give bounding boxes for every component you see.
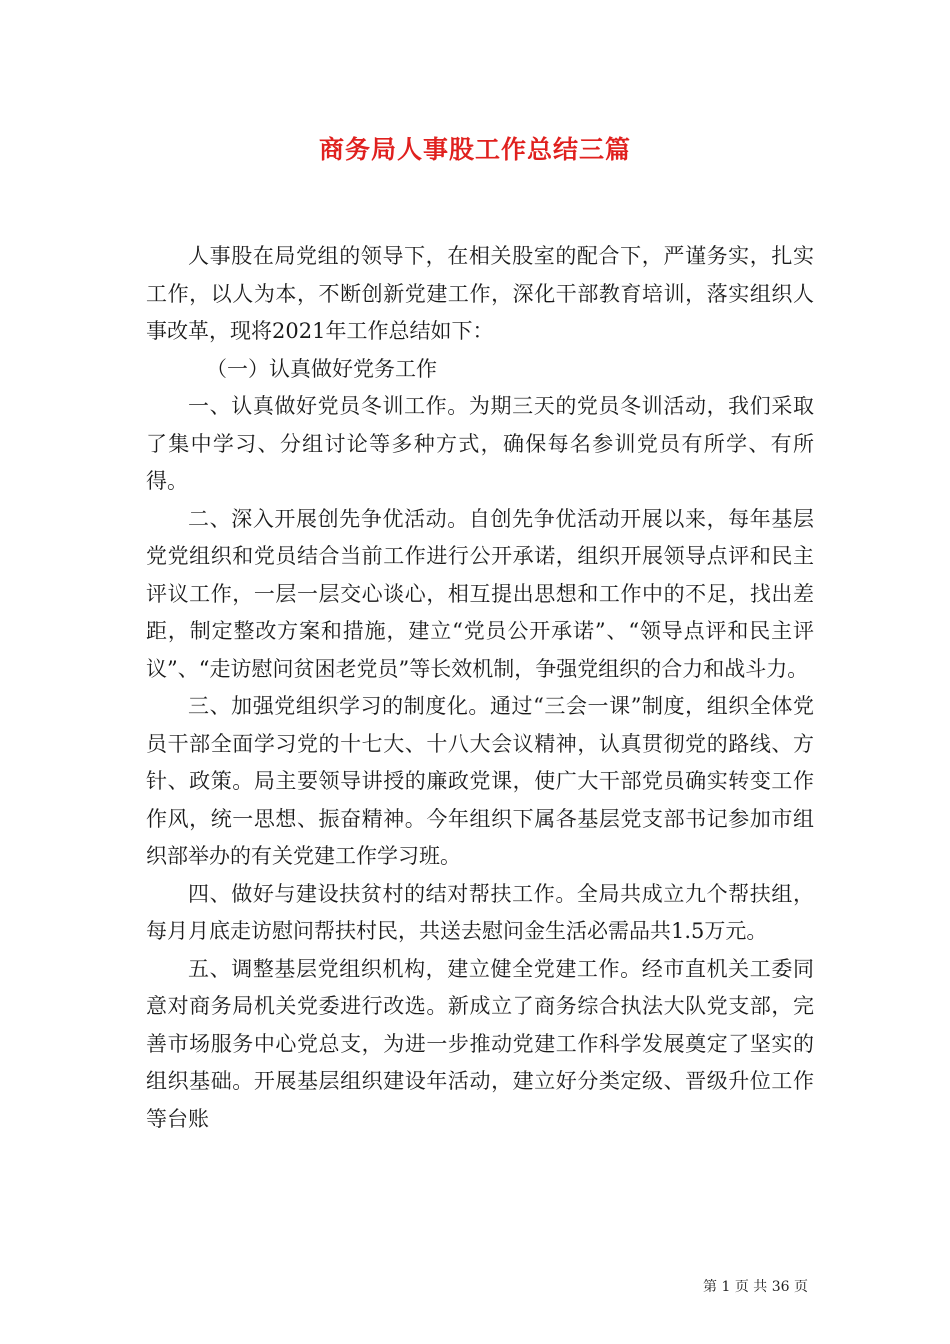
paragraph-item-4: 四、做好与建设扶贫村的结对帮扶工作。全局共成立九个帮扶组，每月月底走访慰问帮扶村民，共送去慰问金生活必需品共1.5万元。	[146, 881, 814, 943]
paragraph-item-1: 一、认真做好党员冬训工作。为期三天的党员冬训活动，我们采取了集中学习、分组讨论等多种方式，确保每名参训党员有所学、有所得。	[146, 394, 814, 493]
document-title: 商务局人事股工作总结三篇	[318, 135, 631, 164]
paragraph-item-2: 二、深入开展创先争优活动。自创先争优活动开展以来，每年基层党党组织和党员结合当前工作进行公开承诺，组织开展领导点评和民主评议工作，一层一层交心谈心，相互提出思想和工作中的不足，找出差距，制定整改方案和措施，建立“党员公开承诺”、“领导点评和民主评议”、“走访慰问贫困老党员”等长效机制，争强党组织的合力和战斗力。	[146, 506, 814, 681]
page-number: 第 1 页 共 36 页	[703, 1279, 808, 1295]
paragraph-item-5: 五、调整基层党组织机构，建立健全党建工作。经市直机关工委同意对商务局机关党委进行改选。新成立了商务综合执法大队党支部，完善市场服务中心党总支，为进一步推动党建工作科学发展奠定了坚实的组织基础。开展基层组织建设年活动，建立好分类定级、晋级升位工作等台账	[146, 956, 814, 1131]
paragraph-intro: 人事股在局党组的领导下，在相关股室的配合下，严谨务实，扎实工作，以人为本，不断创新党建工作，深化干部教育培训，落实组织人事改革，现将2021年工作总结如下：	[146, 244, 814, 343]
paragraph-item-3: 三、加强党组织学习的制度化。通过“三会一课”制度，组织全体党员干部全面学习党的十七大、十八大会议精神，认真贯彻党的路线、方针、政策。局主要领导讲授的廉政党课，使广大干部党员确实转变工作作风，统一思想、振奋精神。今年组织下属各基层党支部书记参加市组织部举办的有关党建工作学习班。	[146, 694, 814, 868]
document-body	[146, 238, 814, 1138]
section-heading: （一）认真做好党务工作	[206, 356, 437, 381]
